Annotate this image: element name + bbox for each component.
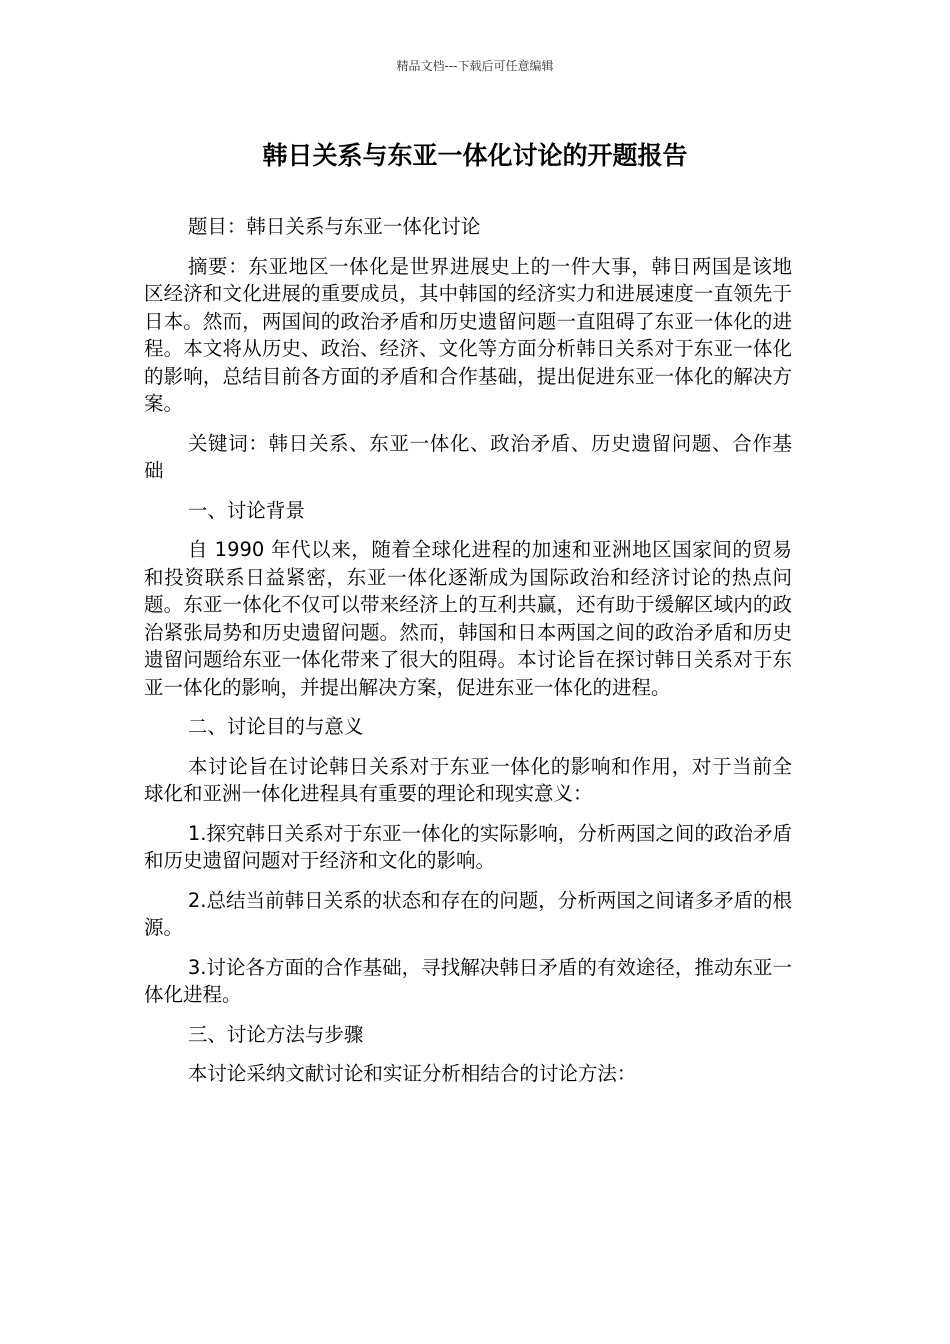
purpose-paragraph: 本讨论旨在讨论韩日关系对于东亚一体化的影响和作用，对于当前全球化和亚洲一体化进程具有重要的理论和现实意义： (144, 754, 792, 805)
purpose-item-1: 1.探究韩日关系对于东亚一体化的实际影响，分析两国之间的政治矛盾和历史遗留问题对于经济和文化的影响。 (144, 821, 792, 872)
keywords-paragraph: 关键词：韩日关系、东亚一体化、政治矛盾、历史遗留问题、合作基础 (144, 431, 792, 482)
document-title: 韩日关系与东亚一体化讨论的开题报告 (262, 141, 688, 170)
section-heading-method: 三、讨论方法与步骤 (187, 1022, 364, 1046)
header-note: 精品文档---下载后可任意编辑 (396, 59, 554, 73)
topic-line: 题目：韩日关系与东亚一体化讨论 (187, 215, 481, 238)
purpose-item-2: 2.总结当前韩日关系的状态和存在的问题，分析两国之间诸多矛盾的根源。 (144, 888, 792, 939)
section-heading-background: 一、讨论背景 (187, 498, 305, 522)
document-body (144, 213, 792, 1100)
purpose-item-3: 3.讨论各方面的合作基础，寻找解决韩日矛盾的有效途径，推动东亚一体化进程。 (144, 955, 792, 1006)
method-paragraph: 本讨论采纳文献讨论和实证分析相结合的讨论方法： (187, 1062, 637, 1085)
section-heading-purpose: 二、讨论目的与意义 (187, 715, 364, 738)
abstract-paragraph: 摘要：东亚地区一体化是世界进展史上的一件大事，韩日两国是该地区经济和文化进展的重要成员，其中韩国的经济实力和进展速度一直领先于日本。然而，两国间的政治矛盾和历史遗留问题一直阻碍了东亚一体化的进程。本文将从历史、政治、经济、文化等方面分析韩日关系对于东亚一体化的影响，总结目前各方面的矛盾和合作基础，提出促进东亚一体化的解决方案。 (144, 254, 792, 415)
background-paragraph: 自 1990 年代以来，随着全球化进程的加速和亚洲地区国家间的贸易和投资联系日益紧密，东亚一体化逐渐成为国际政治和经济讨论的热点问题。东亚一体化不仅可以带来经济上的互利共赢，还有助于缓解区域内的政治紧张局势和历史遗留问题。然而，韩国和日本两国之间的政治矛盾和历史遗留问题给东亚一体化带来了很大的阻碍。本讨论旨在探讨韩日关系对于东亚一体化的影响，并提出解决方案，促进东亚一体化的进程。 (144, 538, 792, 699)
